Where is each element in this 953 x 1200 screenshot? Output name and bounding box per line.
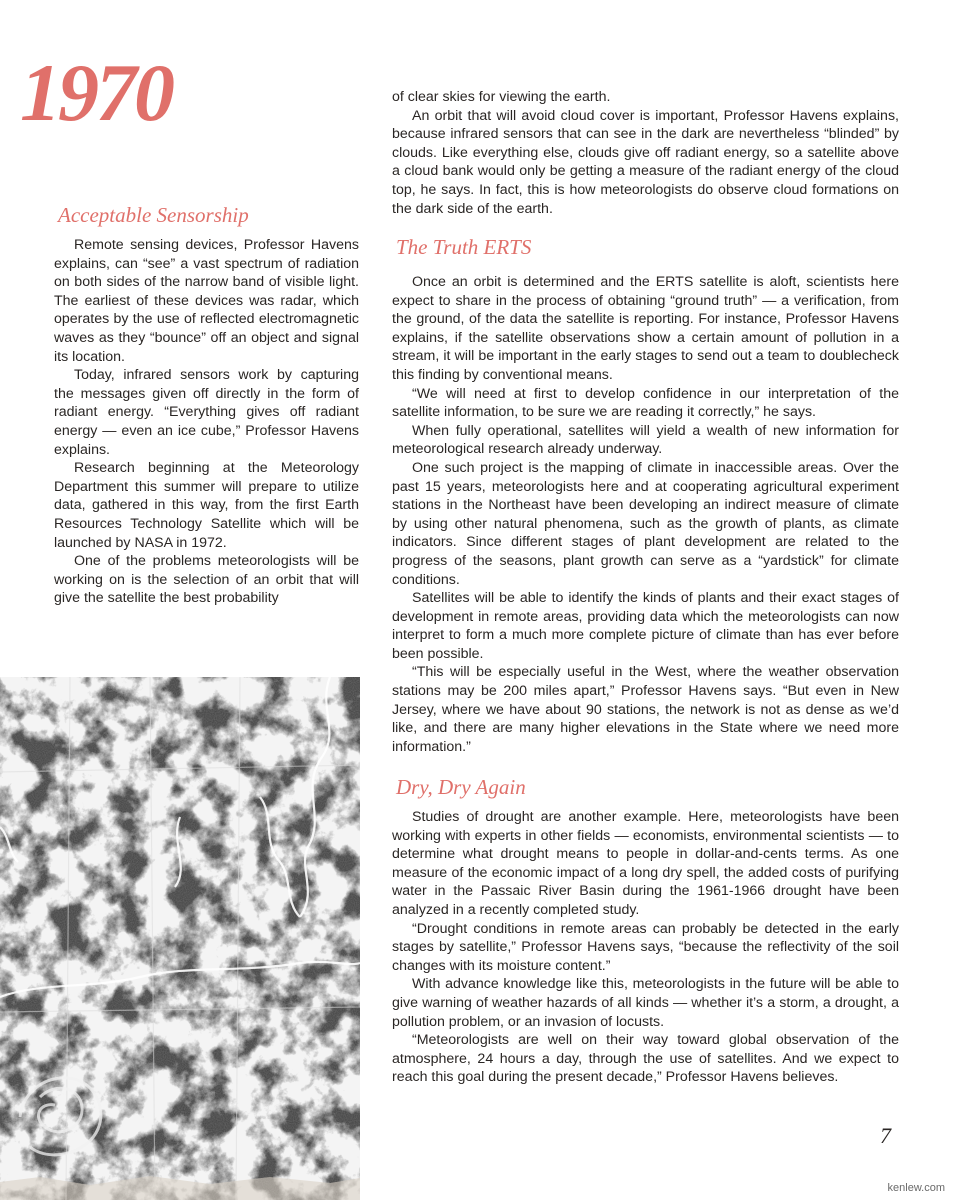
paragraph: “Meteorologists are well on their way toward global observation of the atmosphere, 24 hours a day, through the use of satellites. And we expect to reach this goal during the present decade,” Professor Havens believes. bbox=[392, 1032, 899, 1086]
paragraph: An orbit that will avoid cloud cover is important, Professor Havens explains, because infrared sensors that can see in the dark are nevertheless “blinded” by clouds. Like everything else, clouds give off radiant energy, so a satellite above a cloud bank would only be getting a measure of the radiant energy of the cloud top, he says. In fact, this is how meteorologists do observe cloud formations on the dark side of the earth. bbox=[392, 107, 899, 217]
watermark: kenlew.com bbox=[887, 1182, 945, 1194]
heading-acceptable-sensorship: Acceptable Sensorship bbox=[58, 203, 249, 227]
satellite-photo-mosaic bbox=[0, 677, 360, 1200]
right-column-top bbox=[392, 88, 899, 218]
paragraph: Satellites will be able to identify the kinds of plants and their exact stages of development in remote areas, providing data which the meteorologists can now interpret to form a much more complete picture of climate than has ever before been possible. bbox=[392, 590, 899, 662]
paragraph: Remote sensing devices, Professor Havens explains, can “see” a vast spectrum of radiation on both sides of the narrow band of visible light. The earliest of these devices was radar, which operates by the use of reflected electromagnetic waves as they “bounce” off an object and signal its location. bbox=[54, 237, 359, 365]
paragraph: Research beginning at the Meteorology Department this summer will prepare to utilize data, gathered in this way, from the first Earth Resources Technology Satellite which will be launched by NASA in 1972. bbox=[54, 460, 359, 551]
paragraph: “We will need at first to develop confidence in our interpretation of the satellite information, to be sure we are reading it correctly,” he says. bbox=[392, 385, 899, 421]
paragraph: With advance knowledge like this, meteorologists in the future will be able to give warning of weather hazards of all kinds — whether it’s a storm, a drought, a pollution problem, or an invasion of locusts. bbox=[392, 976, 899, 1030]
right-column-middle bbox=[392, 273, 899, 756]
paragraph: One such project is the mapping of climate in inaccessible areas. Over the past 15 years, meteorologists here and at cooperating agricultural experiment stations in the Northeast have been developing an indirect measure of climate by using other natural phenomena, such as the growth of plants, as climate indicators. Since different stages of plant development are related to the progress of the seasons, plant growth can serve as a “yardstick” for climate conditions. bbox=[392, 459, 899, 588]
paragraph: “This will be especially useful in the West, where the weather observation stations may be 200 miles apart,” Professor Havens says. “But even in New Jersey, where we have about 90 stations, the network is not as dense as we’d like, and there are many higher elevations in the State where we need more information.” bbox=[392, 664, 899, 755]
paragraph: When fully operational, satellites will yield a wealth of new information for meteorological research already underway. bbox=[392, 422, 899, 458]
paragraph: of clear skies for viewing the earth. bbox=[392, 89, 611, 105]
paragraph: Today, infrared sensors work by capturing the messages given off directly in the form of radiant energy. “Everything gives off radiant energy — even an ice cube,” Professor Havens explains. bbox=[54, 367, 359, 458]
left-column bbox=[54, 236, 359, 608]
satellite-image bbox=[0, 677, 360, 1200]
paragraph: One of the problems meteorologists will be working on is the selection of an orbit that will give the satellite the best probability bbox=[54, 553, 359, 607]
right-column-bottom bbox=[392, 808, 899, 1087]
page-number: 7 bbox=[880, 1123, 891, 1148]
year-title: 1970 bbox=[20, 47, 172, 138]
heading-dry-dry-again: Dry, Dry Again bbox=[396, 775, 526, 799]
paragraph: Studies of drought are another example. Here, meteorologists have been working with experts in other fields — economists, environmental scientists — to determine what drought means to people in dollar-and-cents terms. As one measure of the economic impact of a long dry spell, the added costs of purifying water in the Passaic River Basin during the 1961-1966 drought have been analyzed in a recently completed study. bbox=[392, 809, 899, 918]
heading-the-truth-erts: The Truth ERTS bbox=[396, 235, 532, 259]
paragraph: Once an orbit is determined and the ERTS satellite is aloft, scientists here expect to share in the process of obtaining “ground truth” — a verification, from the ground, of the data the satellite is reporting. For instance, Professor Havens explains, if the satellite observations show a certain amount of pollution in a stream, it will be important in the early stages to send out a team to doublecheck this finding by conventional means. bbox=[392, 274, 899, 383]
paragraph: “Drought conditions in remote areas can probably be detected in the early stages by satellite,” Professor Havens says, “because the reflectivity of the soil changes with its moisture content.” bbox=[392, 920, 899, 974]
